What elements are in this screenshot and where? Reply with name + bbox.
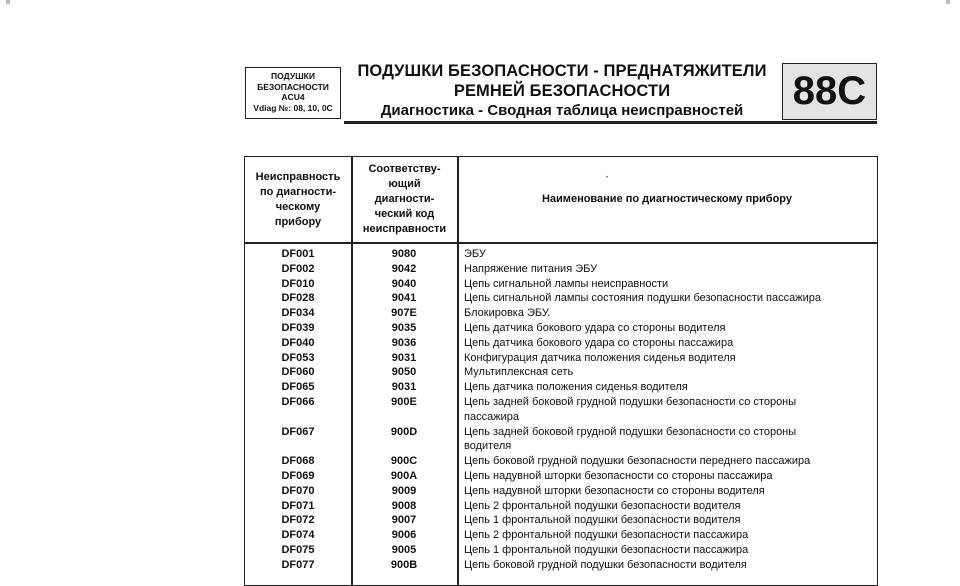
table-row [245,469,876,484]
section-label-line: ПОДУШКИ [271,71,315,81]
fault-code-cell: DF060 [281,366,315,379]
fault-name-line: Цепь датчика бокового удара со стороны пассажира [464,336,734,349]
diagnostic-code-cell: 907E [391,307,417,320]
fault-code-cell: DF068 [281,455,315,468]
header-line: ческий код [374,208,435,220]
page-title-line: ПОДУШКИ БЕЗОПАСНОСТИ - ПРЕДНАТЯЖИТЕЛИ [357,62,767,80]
table-row [245,454,876,469]
fault-name-cell [457,528,874,543]
fault-name-cell [457,277,874,292]
header-line: Неисправность [255,170,341,183]
table-row [245,484,876,499]
fault-name-cell [457,395,874,425]
header-divider [245,242,877,244]
fault-name-cell [457,543,874,558]
table-row [245,336,876,351]
fault-name-cell [457,513,874,528]
fault-name-line: Цепь боковой грудной подушки безопасности переднего пассажира [464,455,811,468]
fault-code-cell: DF077 [281,558,315,571]
fault-code-cell: DF053 [281,351,315,364]
scan-corner-mark [946,0,950,4]
fault-code-cell: DF066 [281,395,315,408]
fault-name-line: Цепь задней боковой грудной подушки безопасности со стороны [464,395,797,408]
fault-name-cell [457,380,874,395]
table-row [245,558,876,573]
diagnostic-code-cell: 9036 [391,336,417,349]
fault-name-cell [457,469,874,484]
fault-name-line: ЭБУ [464,248,486,260]
fault-code-cell: DF010 [281,277,315,290]
table-row [245,543,876,558]
fault-code-cell: DF040 [281,336,315,349]
section-label-line: БЕЗОПАСНОСТИ [257,81,329,92]
fault-code-cell: DF065 [281,381,315,394]
scan-dot: • [606,175,609,181]
fault-name-line: Цепь 2 фронтальной подушки безопасности водителя [464,499,741,512]
header-line: Наименование по диагностическому прибору [541,193,792,205]
diagnostic-code-cell: 900B [390,558,418,571]
page-subtitle: Диагностика - Сводная таблица неисправностей [380,102,744,119]
table-row [245,291,876,306]
fault-name-cell [457,351,874,366]
fault-name-line: пассажира [464,410,519,423]
fault-code-cell: DF074 [281,529,315,542]
fault-code-cell: DF067 [281,425,315,438]
fault-name-line: Цепь датчика бокового удара со стороны водителя [464,321,726,334]
diagnostic-code-cell: 9042 [391,262,417,275]
header-line: прибору [274,215,322,228]
diagnostic-code-cell: 900C [390,455,418,468]
diagnostic-code-cell: 900E [391,395,417,408]
fault-name-cell [457,425,874,455]
fault-name-line: Конфигурация датчика положения сиденья водителя [464,351,736,364]
scan-corner-mark [6,0,10,4]
fault-name-line: Цепь боковой грудной подушки безопасности водителя [464,558,747,571]
fault-code-cell: DF002 [281,262,315,275]
table-body [245,247,876,573]
fault-name-line: Цепь сигнальной лампы неисправности [464,277,669,290]
table-row [245,321,876,336]
table-row [245,380,876,395]
table-row [245,262,876,277]
fault-name-line: Цепь 1 фронтальной подушки безопасности водителя [464,514,741,527]
diagnostic-code-cell: 9035 [391,321,417,334]
page-title-line: РЕМНЕЙ БЕЗОПАСНОСТИ [453,82,671,100]
table-row [245,499,876,514]
fault-code-cell: DF069 [281,469,315,482]
table-row [245,365,876,380]
fault-name-cell [457,454,874,469]
fault-code-cell: DF028 [281,292,315,305]
fault-name-cell [457,262,874,277]
fault-code-cell: DF039 [281,321,315,334]
fault-code-cell: DF075 [281,543,315,556]
fault-name-line: Цепь задней боковой грудной подушки безопасности со стороны [464,425,797,438]
fault-name-cell [457,499,874,514]
fault-name-line: Цепь 1 фронтальной подушки безопасности пассажира [464,543,749,556]
diagnostic-code-cell: 9031 [391,351,417,364]
fault-code-cell: DF034 [281,307,315,320]
section-label-line: Vdiag №: 08, 10, 0C [253,102,333,113]
fault-name-cell [457,306,874,321]
section-label-line: ACU4 [281,92,305,102]
fault-name-line: Цепь надувной шторки безопасности со стороны пассажира [464,469,773,482]
table-row [245,247,876,262]
diagnostic-code-cell: 9041 [391,292,417,305]
fault-code-cell: DF072 [281,514,315,527]
column-header-fault [245,157,351,242]
fault-code-cell: DF001 [281,248,315,260]
header-line: Соответству- [368,163,441,175]
table-row [245,395,876,425]
fault-name-cell [457,365,874,380]
fault-code-cell: DF071 [281,499,315,512]
fault-name-line: Цепь 2 фронтальной подушки безопасности пассажира [464,529,749,542]
header-line: диагности- [374,193,435,205]
fault-name-line: водителя [464,440,512,453]
diagnostic-code-cell: 9031 [391,381,417,394]
column-header-name [458,157,876,242]
diagnostic-code-cell: 9008 [391,499,417,512]
fault-name-cell [457,336,874,351]
diagnostic-code-cell: 9009 [391,484,417,497]
column-header-code [352,157,457,242]
fault-name-line: Мультиплексная сеть [464,366,574,379]
header-line: ческому [275,200,321,213]
diagnostic-code-cell: 9006 [391,529,417,542]
diagnostic-code-cell: 9007 [391,514,417,527]
fault-name-line: Блокировка ЭБУ. [464,307,551,320]
page-title-block [346,61,778,121]
table-row [245,277,876,292]
table-row [245,528,876,543]
fault-name-cell [457,484,874,499]
fault-name-line: Цепь датчика положения сиденья водителя [464,381,688,394]
diagnostic-code-cell: 9040 [391,277,417,290]
diagnostic-code-cell: 9080 [391,248,417,260]
fault-name-cell [457,558,874,573]
fault-name-cell [457,321,874,336]
table-row [245,351,876,366]
title-underline [344,121,877,124]
table-row [245,425,876,455]
table-row [245,513,876,528]
header-line: неисправности [362,223,447,235]
fault-code-cell: DF070 [281,484,315,497]
section-label-box [245,67,341,119]
fault-name-line: Напряжение питания ЭБУ [464,262,598,275]
diagnostic-code-cell: 900D [390,425,418,438]
fault-table [244,156,878,586]
table-row [245,306,876,321]
fault-name-cell [457,291,874,306]
diagnostic-code-cell: 9005 [391,543,417,556]
fault-name-cell [457,247,874,262]
diagnostic-code-cell: 900A [390,469,418,482]
header-line: по диагности- [259,185,336,198]
fault-name-line: Цепь надувной шторки безопасности со стороны водителя [464,484,765,497]
diagnostic-code-cell: 9050 [391,366,417,379]
chapter-number-badge: 88C [782,63,877,120]
header-line: ющий [388,178,421,190]
fault-name-line: Цепь сигнальной лампы состояния подушки безопасности пассажира [464,292,821,305]
